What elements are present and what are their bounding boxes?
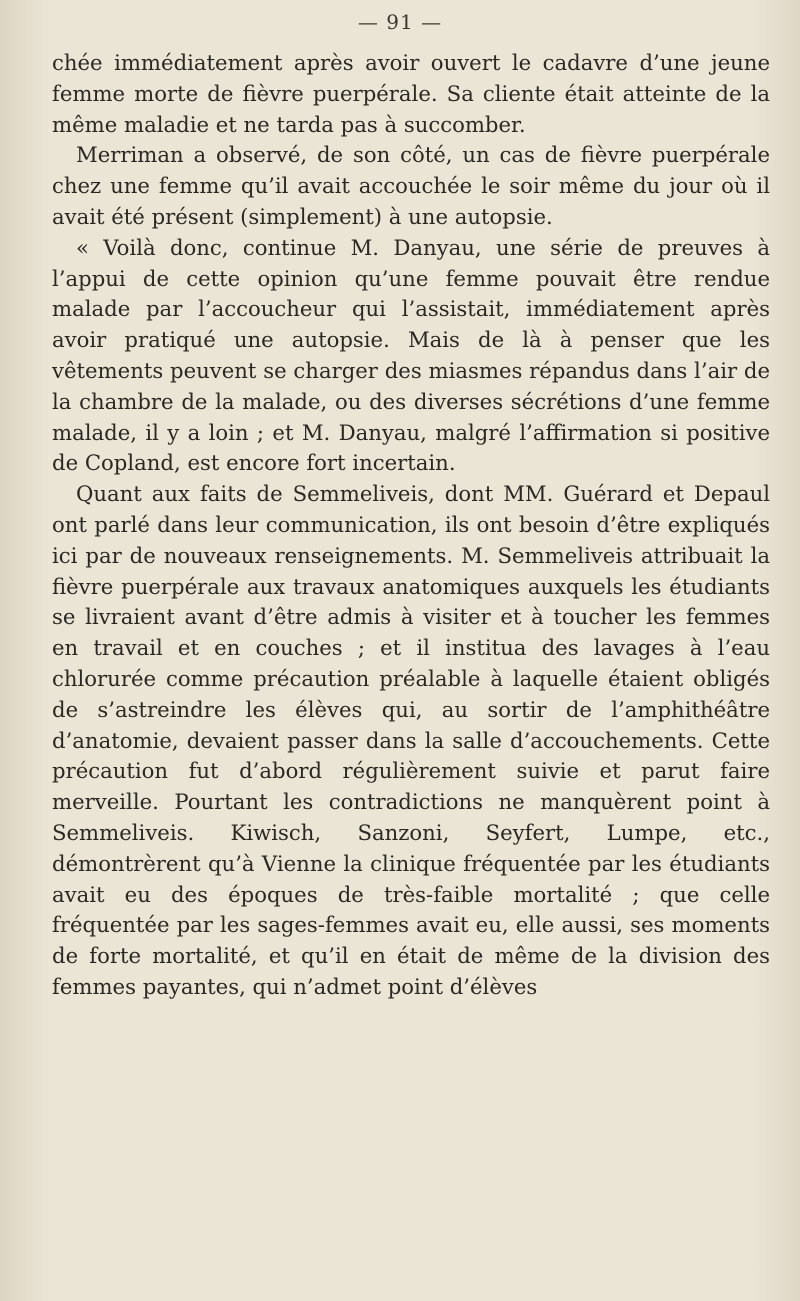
- paragraph-3: « Voilà donc, continue M. Danyau, une série de preuves à l’appui de cette opinion qu’une femme pouvait être rendue malade par l’accoucheur qui l’assistait, immédiatement après avoir pratiqué une autopsie. Mais de là à penser que les vêtements peuvent se charger des miasmes répandus dans l’air de la chambre de la malade, ou des diverses sécrétions d’une femme malade, il y a loin ; et M. Danyau, malgré l’affirmation si positive de Copland, est encore fort incertain.: [52, 234, 770, 476]
- paragraph-2: Merriman a observé, de son côté, un cas de fièvre puerpérale chez une femme qu’il avait accouchée le soir même du jour où il avait été présent (simplement) à une autopsie.: [52, 142, 770, 229]
- page-number: — 91 —: [357, 10, 443, 34]
- paragraph-1: chée immédiatement après avoir ouvert le cadavre d’une jeune femme morte de fièvre puerpérale. Sa cliente était atteinte de la même maladie et ne tarda pas à succomber.: [52, 50, 770, 137]
- body-text: [52, 48, 770, 1003]
- paragraph-4: Quant aux faits de Semmeliveis, dont MM. Guérard et Depaul ont parlé dans leur communication, ils ont besoin d’être expliqués ici par de nouveaux renseignements. M. Semmeliveis attribuait la fièvre puerpérale aux travaux anatomiques auxquels les étudiants se livraient avant d’être admis à visiter et à toucher les femmes en travail et en couches ; et il institua des lavages à l’eau chlorurée comme précaution préalable à laquelle étaient obligés de s’astreindre les élèves qui, au sortir de l’amphithéâtre d’anatomie, devaient passer dans la salle d’accouchements. Cette précaution fut d’abord régulièrement suivie et parut faire merveille. Pourtant les contradictions ne manquèrent point à Semmeliveis. Kiwisch, Sanzoni, Seyfert, Lumpe, etc., démontrèrent qu’à Vienne la clinique fréquentée par les étudiants avait eu des époques de très-faible mortalité ; que celle fréquentée par les sages-femmes avait eu, elle aussi, ses moments de forte mortalité, et qu’il en était de même de la division des femmes payantes, qui n’admet point d’élèves: [52, 481, 770, 999]
